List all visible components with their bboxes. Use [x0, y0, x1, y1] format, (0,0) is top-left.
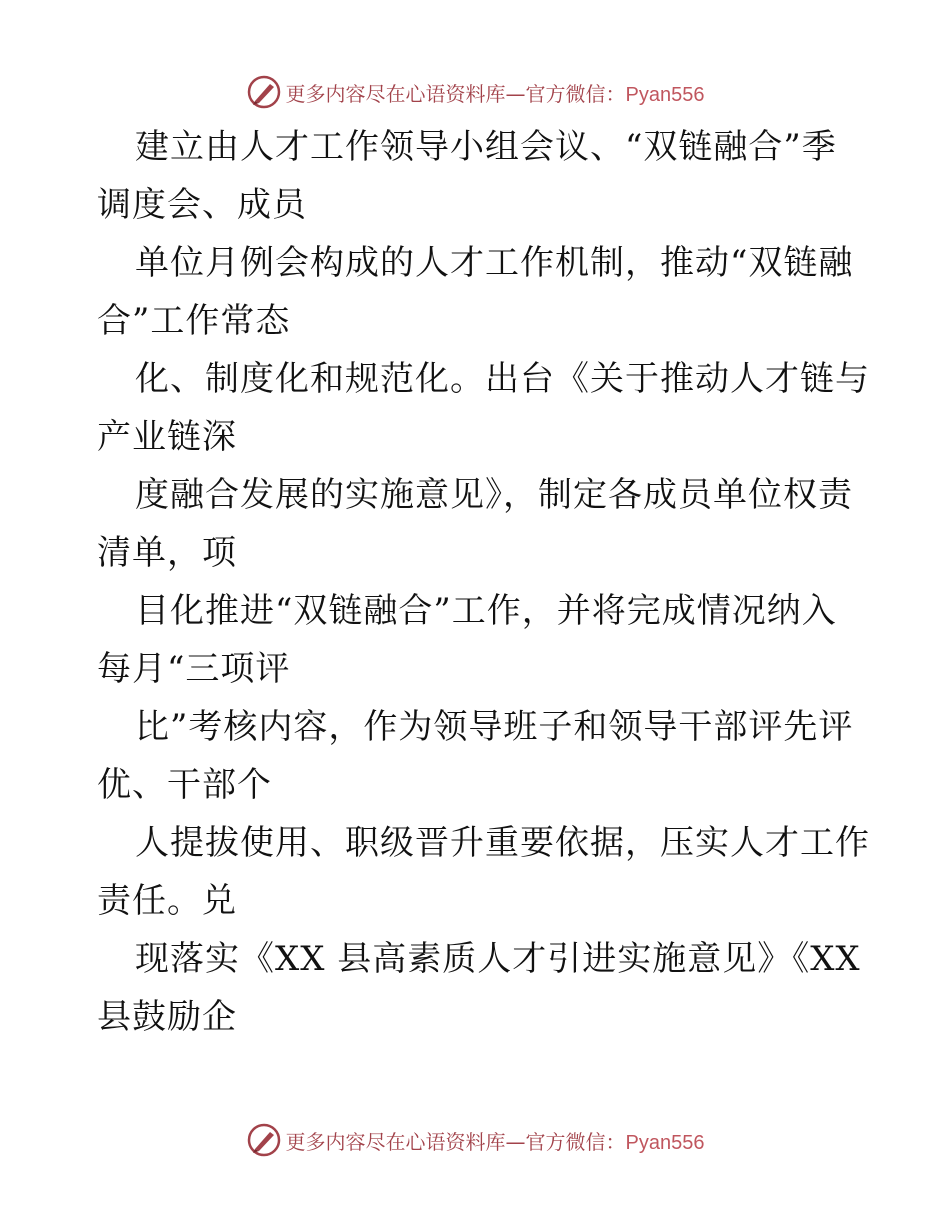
pen-logo-icon [246, 74, 282, 110]
text-line: 调度会、成员 [97, 185, 307, 225]
banner-wechat-label: 官方微信： [525, 81, 626, 106]
text-line: 县鼓励企 [97, 997, 237, 1037]
header-banner [0, 72, 950, 112]
footer-banner [0, 1120, 950, 1160]
text-line: 清单，项 [97, 533, 237, 573]
banner-wechat-label: 官方微信： [525, 1129, 626, 1154]
text-line: 单位月例会构成的人才工作机制，推动“双链融 [135, 243, 854, 283]
banner-text: 更多内容尽在心语资料库 [285, 81, 506, 106]
banner-separator: — [505, 1129, 526, 1154]
text-line: 建立由人才工作领导小组会议、“双链融合”季 [135, 127, 837, 167]
text-line: 合”工作常态 [97, 301, 291, 341]
banner-wechat-id: Pyan556 [625, 83, 705, 106]
text-line: 化、制度化和规范化。出台《关于推动人才链与 [135, 359, 870, 399]
document-body [97, 118, 870, 1046]
text-line: 比”考核内容，作为领导班子和领导干部评先评 [135, 707, 854, 747]
text-line: 现落实《XX 县高素质人才引进实施意见》《XX [135, 939, 861, 979]
text-line: 目化推进“双链融合”工作，并将完成情况纳入 [135, 591, 837, 631]
text-line: 责任。兑 [97, 881, 237, 921]
text-line: 产业链深 [97, 417, 237, 457]
banner-text: 更多内容尽在心语资料库 [285, 1129, 506, 1154]
text-line: 人提拔使用、职级晋升重要依据，压实人才工作 [135, 823, 870, 863]
banner-separator: — [505, 81, 526, 106]
pen-logo-icon [246, 1122, 282, 1158]
banner-wechat-id: Pyan556 [625, 1131, 705, 1154]
text-line: 度融合发展的实施意见》，制定各成员单位权责 [135, 475, 853, 515]
text-line: 每月“三项评 [97, 649, 291, 689]
text-line: 优、干部个 [97, 765, 272, 805]
